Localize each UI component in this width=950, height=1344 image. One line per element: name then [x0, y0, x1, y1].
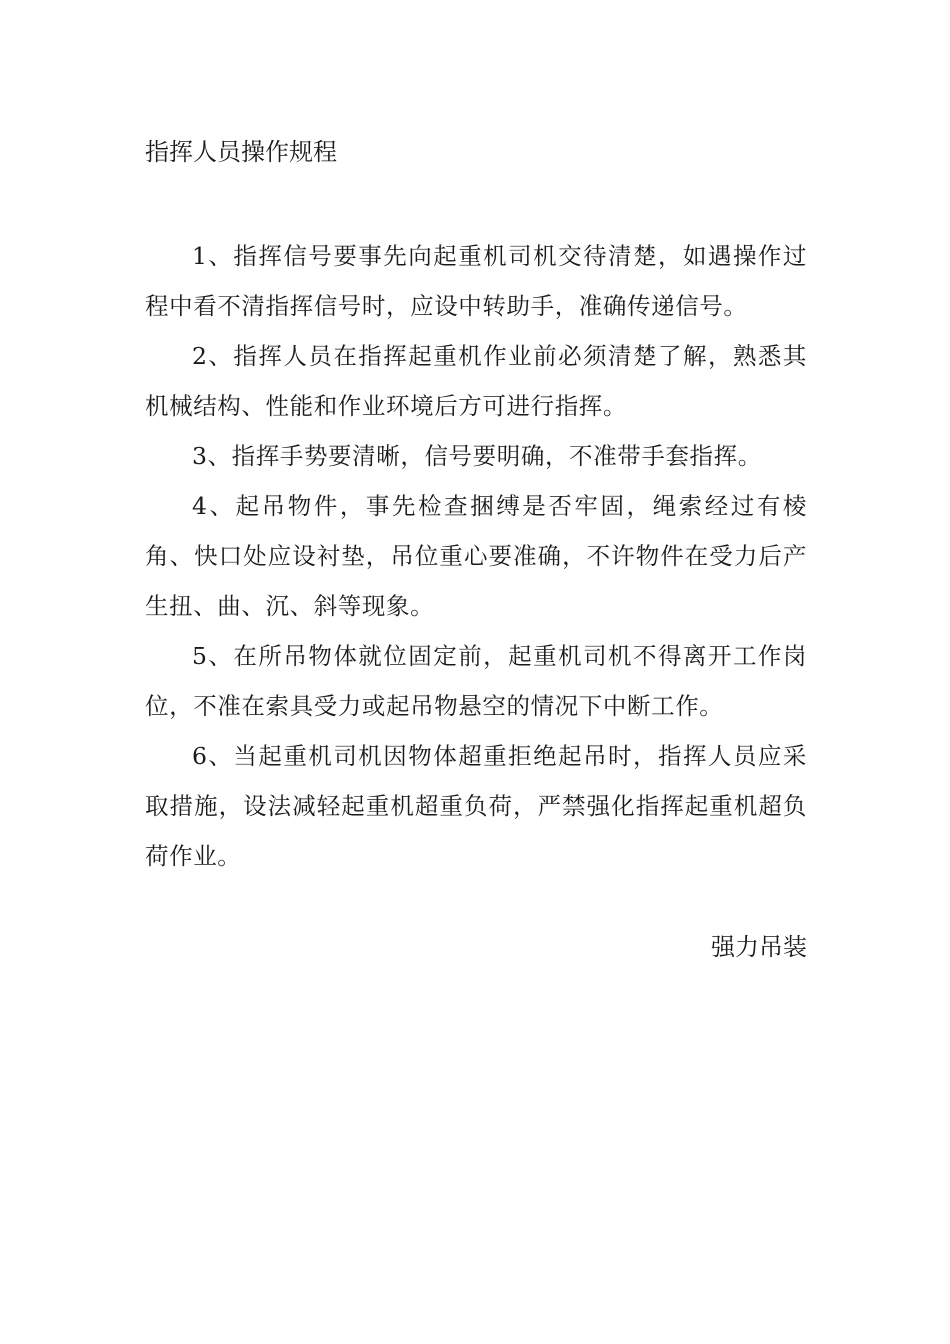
- rule-paragraph-4: 4、起吊物件，事先检查捆缚是否牢固，绳索经过有棱角、快口处应设衬垫，吊位重心要准确，不许物件在受力后产生扭、曲、沉、斜等现象。: [145, 492, 807, 620]
- rule-paragraph-2: 2、指挥人员在指挥起重机作业前必须清楚了解，熟悉其机械结构、性能和作业环境后方可进行指挥。: [145, 342, 807, 420]
- rule-paragraph-1: 1、指挥信号要事先向起重机司机交待清楚，如遇操作过程中看不清指挥信号时，应设中转助手，准确传递信号。: [145, 242, 807, 320]
- document-signature: 强力吊装: [711, 933, 807, 961]
- rule-paragraph-3: 3、指挥手势要清晰，信号要明确，不准带手套指挥。: [192, 442, 762, 470]
- rule-paragraph-6: 6、当起重机司机因物体超重拒绝起吊时，指挥人员应采取措施，设法减轻起重机超重负荷，严禁强化指挥起重机超负荷作业。: [145, 742, 807, 870]
- rule-paragraph-5: 5、在所吊物体就位固定前，起重机司机不得离开工作岗位，不准在索具受力或起吊物悬空的情况下中断工作。: [145, 642, 807, 720]
- document-title: 指挥人员操作规程: [145, 138, 337, 166]
- document-body: [145, 231, 807, 881]
